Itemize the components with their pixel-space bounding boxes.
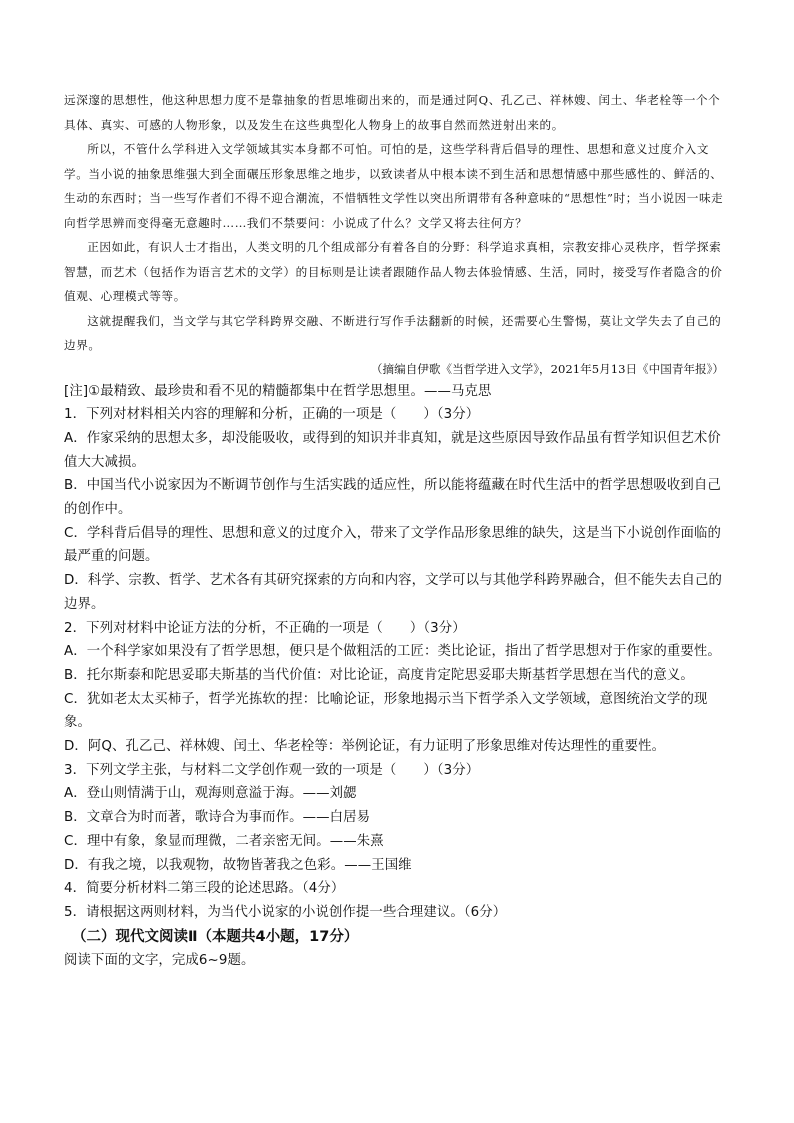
question-2-option-d: D．阿Q、孔乙己、祥林嫂、闰土、华老栓等：举例论证，有力证明了形象思维对传达理性的重要性。 — [64, 739, 666, 755]
question-3-option-b: B．文章合为时而著，歌诗合为事而作。——白居易 — [64, 810, 371, 826]
passage-source: （摘编自伊歌《当哲学进入文学》，2021年5月13日《中国青年报》） — [370, 361, 724, 376]
question-1-option-a: A．作家采纳的思想太多，却没能吸收，或得到的知识并非真知，就是这些原因导致作品虽有哲学知识但艺术价值大大减损。 — [64, 430, 721, 470]
passage-paragraph-4: 这就提醒我们，当文学与其它学科跨界交融、不断进行写作手法翻新的时候，还需要心生警惕，莫让文学失去了自己的边界。 — [64, 313, 722, 352]
question-1-stem: 1．下列对材料相关内容的理解和分析，正确的一项是（ ）（3分） — [64, 407, 480, 423]
section-instruction: 阅读下面的文字，完成6~9题。 — [64, 952, 255, 968]
question-5: 5．请根据这两则材料，为当代小说家的小说创作提一些合理建议。（6分） — [64, 904, 507, 920]
question-3-option-d: D．有我之境，以我观物，故物皆著我之色彩。——王国维 — [64, 857, 412, 873]
passage-paragraph-1: 远深邃的思想性，他这种思想力度不是靠抽象的哲思堆砌出来的，而是通过阿Q、孔乙己、祥林嫂、闰土、华老栓等一个个具体、真实、可感的人物形象，以及发生在这些典型化人物身上的故事自然而然迸射出来的。 — [64, 93, 721, 132]
question-2 — [64, 617, 732, 759]
footnote: [注]①最精致、最珍贵和看不见的精髓都集中在哲学思想里。——马克思 — [64, 383, 492, 399]
question-3-stem: 3．下列文学主张，与材料二文学创作观一致的一项是（ ）（3分） — [64, 762, 480, 778]
question-2-stem: 2．下列对材料中论证方法的分析，不正确的一项是（ ）（3分） — [64, 620, 466, 636]
question-1-option-c: C．学科背后倡导的理性、思想和意义的过度介入，带来了文学作品形象思维的缺失，这是当下小说创作面临的最严重的问题。 — [64, 525, 721, 565]
question-1-option-d: D．科学、宗教、哲学、艺术各有其研究探索的方向和内容，文学可以与其他学科跨界融合，但不能失去自己的边界。 — [64, 573, 722, 612]
reading-passage — [64, 88, 732, 380]
passage-paragraph-3: 正因如此，有识人士才指出，人类文明的几个组成部分有着各自的分野：科学追求真相，宗教安排心灵秩序，哲学探索智慧，而艺术（包括作为语言艺术的文学）的目标则是让读者跟随作品人物去体验情感、生活，同时，接受写作者隐含的价值观、心理模式等等。 — [64, 240, 723, 303]
question-1 — [64, 403, 732, 616]
question-2-option-a: A．一个科学家如果没有了哲学思想，便只是个做粗活的工匠：类比论证，指出了哲学思想对于作家的重要性。 — [64, 644, 721, 660]
passage-paragraph-2: 所以，不管什么学科进入文学领域其实本身都不可怕。可怕的是，这些学科背后倡导的理性、思想和意义过度介入文学。当小说的抽象思维强大到全面碾压形象思维之地步，以致读者从中根本读不到生活和思想情感中那些感性的、鲜活的、生动的东西时；当一些写作者们不得不迎合潮流，不惜牺牲文学性以突出所谓带有各种意味的“思想性”时；当小说因一味走向哲学思辨而变得毫无意趣时……我们不禁要问：小说成了什么？文学又将去往何方？ — [64, 142, 724, 230]
question-4: 4．简要分析材料二第三段的论述思路。（4分） — [64, 881, 345, 897]
question-3 — [64, 759, 732, 878]
question-2-option-c: C．犹如老太太买柿子，哲学光拣软的捏：比喻论证，形象地揭示当下哲学杀入文学领域，意图统治文学的现象。 — [64, 691, 708, 731]
question-3-option-c: C．理中有象，象显而理微，二者亲密无间。——朱熹 — [64, 833, 384, 849]
question-3-option-a: A．登山则情满于山，观海则意溢于海。——刘勰 — [64, 786, 357, 802]
section-heading: （二）现代文阅读Ⅱ（本题共4小题，17分） — [72, 928, 359, 945]
question-2-option-b: B．托尔斯泰和陀思妥耶夫斯基的当代价值：对比论证，高度肯定陀思妥耶夫斯基哲学思想在当代的意义。 — [64, 667, 694, 683]
question-1-option-b: B．中国当代小说家因为不断调节创作与生活实践的适应性，所以能将蕴藏在时代生活中的哲学思想吸收到自己的创作中。 — [64, 478, 721, 518]
